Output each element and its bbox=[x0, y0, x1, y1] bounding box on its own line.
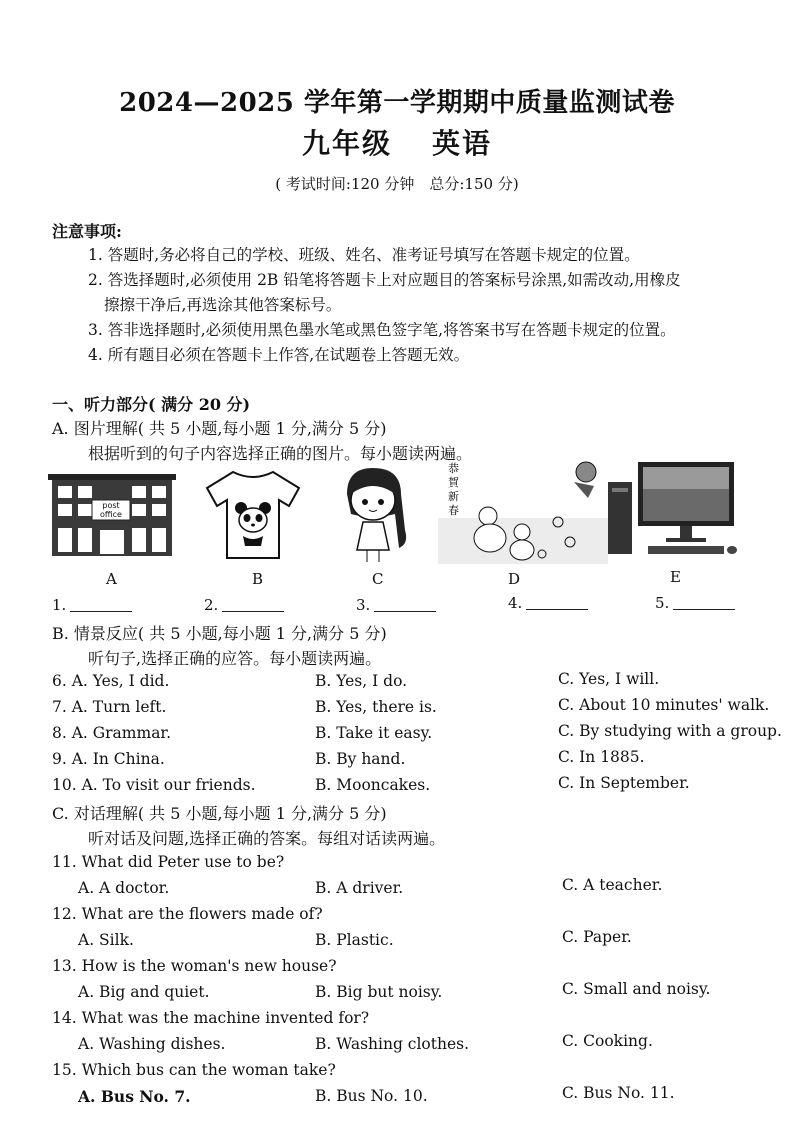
blank-number: 5. bbox=[655, 594, 670, 612]
part-c-instruction: 听对话及问题,选择正确的答案。每组对话读两遍。 bbox=[88, 829, 446, 848]
q7-option-c: C. About 10 minutes' walk. bbox=[558, 696, 770, 714]
notice-item-1: 1. 答题时,务必将自己的学校、班级、姓名、准考证号填写在答题卡规定的位置。 bbox=[88, 246, 640, 264]
q7-option-a: 7. A. Turn left. bbox=[52, 698, 167, 716]
greeting-char-1: 恭 bbox=[448, 462, 459, 475]
q13-option-c: C. Small and noisy. bbox=[562, 980, 711, 998]
picture-label-b: B bbox=[252, 570, 264, 588]
post-office-picture bbox=[48, 470, 176, 558]
post-office-sign-line-2: office bbox=[100, 510, 122, 519]
answer-blank-1[interactable] bbox=[52, 596, 132, 614]
part-b-heading: B. 情景反应( 共 5 小题,每小题 1 分,满分 5 分) bbox=[52, 624, 387, 643]
q11-option-a: A. A doctor. bbox=[78, 879, 170, 897]
blank-number: 2. bbox=[204, 596, 219, 614]
q15-option-b: B. Bus No. 10. bbox=[315, 1087, 428, 1105]
notice-item-3: 3. 答非选择题时,必须使用黑色墨水笔或黑色签字笔,将答案书写在答题卡规定的位置。 bbox=[88, 321, 676, 339]
q15-question: 15. Which bus can the woman take? bbox=[52, 1061, 336, 1079]
q11-option-c: C. A teacher. bbox=[562, 876, 663, 894]
answer-blank-2[interactable] bbox=[204, 596, 284, 614]
section-listening-heading: 一、听力部分( 满分 20 分) bbox=[52, 395, 251, 414]
blank-number: 4. bbox=[508, 594, 523, 612]
q14-question: 14. What was the machine invented for? bbox=[52, 1009, 370, 1027]
q10-option-b: B. Mooncakes. bbox=[315, 776, 431, 794]
greeting-char-2: 賀 bbox=[448, 476, 459, 489]
q9-option-a: 9. A. In China. bbox=[52, 750, 165, 768]
part-c-heading: C. 对话理解( 共 5 小题,每小题 1 分,满分 5 分) bbox=[52, 804, 387, 823]
q10-option-c: C. In September. bbox=[558, 774, 690, 792]
q12-option-b: B. Plastic. bbox=[315, 931, 394, 949]
q12-option-a: A. Silk. bbox=[78, 931, 134, 949]
part-b-instruction: 听句子,选择正确的应答。每小题读两遍。 bbox=[88, 649, 382, 668]
grade-label: 九年级 bbox=[301, 127, 392, 160]
spring-festival-picture bbox=[438, 458, 608, 570]
q15-option-c: C. Bus No. 11. bbox=[562, 1084, 675, 1102]
blank-number: 3. bbox=[356, 596, 371, 614]
q15-option-a: A. Bus No. 7. bbox=[78, 1087, 191, 1106]
exam-info: ( 考试时间:120 分钟 总分:150 分) bbox=[275, 175, 519, 193]
q14-option-b: B. Washing clothes. bbox=[315, 1035, 470, 1053]
q14-option-a: A. Washing dishes. bbox=[78, 1035, 226, 1053]
notice-item-2: 2. 答选择题时,必须使用 2B 铅笔将答题卡上对应题目的答案标号涂黑,如需改动,用橡皮 bbox=[88, 271, 681, 289]
q6-option-a: 6. A. Yes, I did. bbox=[52, 672, 170, 690]
q14-option-c: C. Cooking. bbox=[562, 1032, 653, 1050]
picture-label-d: D bbox=[508, 570, 521, 588]
q13-option-b: B. Big but noisy. bbox=[315, 983, 443, 1001]
part-a-instruction: 根据听到的句子内容选择正确的图片。每小题读两遍。 bbox=[88, 444, 473, 463]
q11-question: 11. What did Peter use to be? bbox=[52, 853, 285, 871]
q13-option-a: A. Big and quiet. bbox=[78, 983, 210, 1001]
greeting-char-4: 春 bbox=[448, 504, 459, 517]
q11-option-b: B. A driver. bbox=[315, 879, 404, 897]
q9-option-c: C. In 1885. bbox=[558, 748, 645, 766]
answer-blank-5[interactable] bbox=[655, 594, 735, 612]
post-office-sign-line-1: post bbox=[102, 501, 120, 510]
picture-label-a: A bbox=[106, 570, 117, 588]
picture-label-e: E bbox=[670, 568, 681, 586]
q9-option-b: B. By hand. bbox=[315, 750, 406, 768]
q7-option-b: B. Yes, there is. bbox=[315, 698, 437, 716]
subject-label: 英语 bbox=[432, 127, 493, 160]
answer-blank-4[interactable] bbox=[508, 594, 588, 612]
panda-tshirt-picture bbox=[203, 466, 303, 562]
computer-picture bbox=[608, 462, 748, 558]
notice-item-2-cont: 擦擦干净后,再选涂其他答案标号。 bbox=[104, 296, 342, 314]
q6-option-c: C. Yes, I will. bbox=[558, 670, 660, 688]
answer-blank-3[interactable] bbox=[356, 596, 436, 614]
q12-question: 12. What are the flowers made of? bbox=[52, 905, 323, 923]
q8-option-a: 8. A. Grammar. bbox=[52, 724, 172, 742]
notice-item-4: 4. 所有题目必须在答题卡上作答,在试题卷上答题无效。 bbox=[88, 346, 470, 364]
notice-heading: 注意事项: bbox=[52, 222, 122, 241]
q6-option-b: B. Yes, I do. bbox=[315, 672, 408, 690]
part-a-heading: A. 图片理解( 共 5 小题,每小题 1 分,满分 5 分) bbox=[52, 419, 387, 438]
blank-number: 1. bbox=[52, 596, 67, 614]
q10-option-a: 10. A. To visit our friends. bbox=[52, 776, 256, 794]
q8-option-c: C. By studying with a group. bbox=[558, 722, 782, 740]
picture-row bbox=[48, 458, 753, 588]
grade-subject bbox=[0, 122, 794, 162]
greeting-char-3: 新 bbox=[448, 490, 459, 503]
q12-option-c: C. Paper. bbox=[562, 928, 632, 946]
q8-option-b: B. Take it easy. bbox=[315, 724, 433, 742]
picture-label-c: C bbox=[372, 570, 384, 588]
girl-picture bbox=[333, 464, 413, 564]
q13-question: 13. How is the woman's new house? bbox=[52, 957, 337, 975]
exam-title: 2024—2025 学年第一学期期中质量监测试卷 bbox=[119, 88, 675, 118]
